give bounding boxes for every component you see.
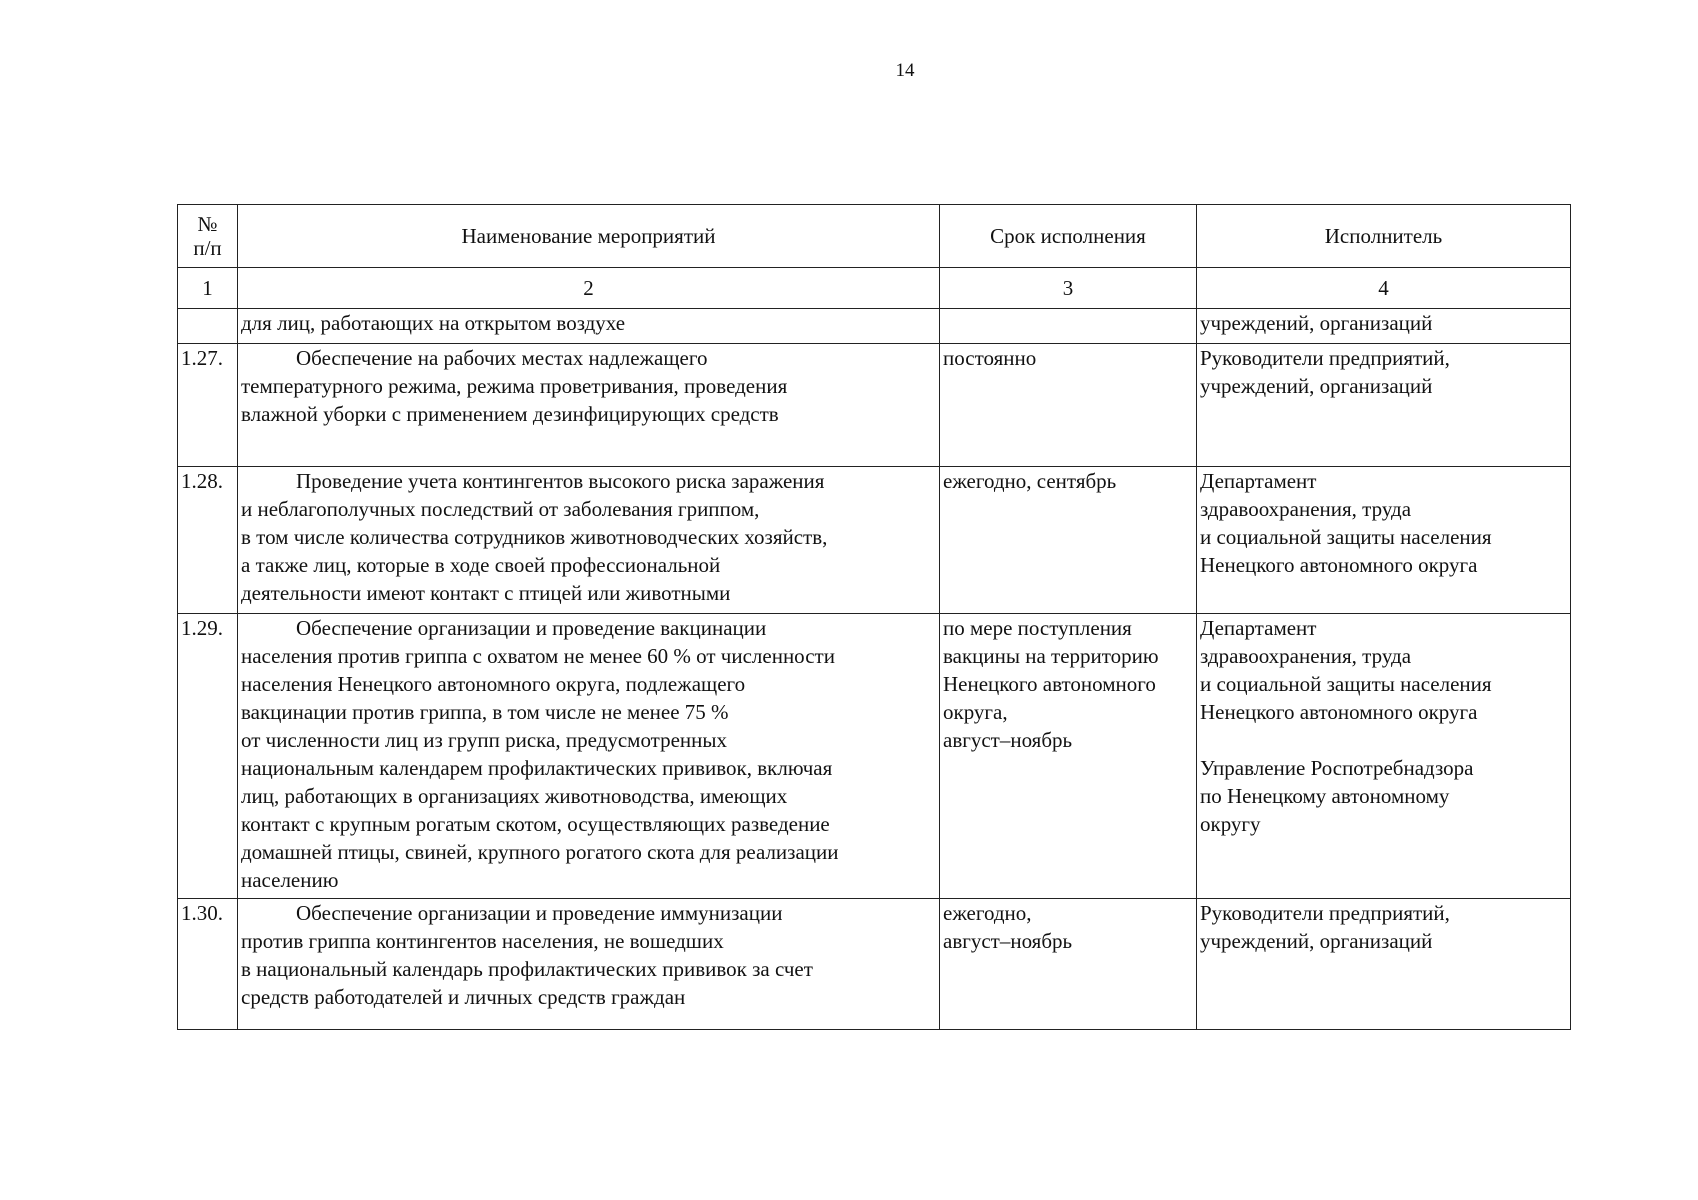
row-executor-line: Департамент bbox=[1200, 469, 1317, 493]
row-executor-line: учреждений, организаций bbox=[1200, 374, 1433, 398]
header-number-label: п/п bbox=[193, 236, 222, 260]
row-term-line: август–ноябрь bbox=[943, 929, 1073, 953]
column-number: 4 bbox=[1197, 268, 1571, 309]
row-term bbox=[940, 467, 1197, 614]
row-term-line: ежегодно, bbox=[943, 901, 1032, 925]
row-term bbox=[940, 344, 1197, 467]
row-name-line: Обеспечение организации и проведение вакцинации bbox=[296, 616, 767, 640]
row-name-line: населению bbox=[241, 868, 339, 892]
row-term-line: по мере поступления bbox=[943, 616, 1132, 640]
row-executor bbox=[1197, 899, 1571, 1030]
row-name-line: контакт с крупным рогатым скотом, осуществляющих разведение bbox=[241, 812, 830, 836]
continuation-row bbox=[178, 309, 1571, 344]
row-executor-line: Ненецкого автономного округа bbox=[1200, 700, 1478, 724]
row-executor bbox=[1197, 344, 1571, 467]
row-name-line: лиц, работающих в организациях животноводства, имеющих bbox=[241, 784, 788, 808]
row-number: 1.30. bbox=[178, 899, 238, 1030]
row-term bbox=[940, 614, 1197, 899]
row-name-line: Обеспечение на рабочих местах надлежащего bbox=[296, 346, 708, 370]
row-name-line: средств работодателей и личных средств граждан bbox=[241, 985, 686, 1009]
row-executor-line: здравоохранения, труда bbox=[1200, 644, 1412, 668]
row-name-line: вакцинации против гриппа, в том числе не менее 75 % bbox=[241, 700, 729, 724]
row-name-line: против гриппа контингентов населения, не вошедших bbox=[241, 929, 724, 953]
row-executor bbox=[1197, 614, 1571, 899]
row-executor-line: Руководители предприятий, bbox=[1200, 346, 1450, 370]
row-executor-line: и социальной защиты населения bbox=[1200, 525, 1492, 549]
row-term-line: округа, bbox=[943, 700, 1008, 724]
continuation-name: для лиц, работающих на открытом воздухе bbox=[238, 309, 940, 344]
row-executor-line: округу bbox=[1200, 812, 1261, 836]
page-number: 14 bbox=[895, 60, 915, 81]
row-name-line: Проведение учета контингентов высокого риска заражения bbox=[296, 469, 825, 493]
row-executor-line: по Ненецкому автономному bbox=[1200, 784, 1450, 808]
row-number: 1.27. bbox=[178, 344, 238, 467]
measures-table bbox=[177, 204, 1571, 1030]
continuation-executor: учреждений, организаций bbox=[1197, 309, 1571, 344]
row-term-line: август–ноябрь bbox=[943, 728, 1073, 752]
row-term-line: Ненецкого автономного bbox=[943, 672, 1156, 696]
table-row bbox=[178, 344, 1571, 467]
row-name bbox=[238, 899, 940, 1030]
row-term-line: вакцины на территорию bbox=[943, 644, 1159, 668]
row-name bbox=[238, 614, 940, 899]
row-name-line: в том числе количества сотрудников животноводческих хозяйств, bbox=[241, 525, 828, 549]
row-term-line: ежегодно, сентябрь bbox=[943, 469, 1117, 493]
row-executor-line: Департамент bbox=[1200, 616, 1317, 640]
row-executor-line: Руководители предприятий, bbox=[1200, 901, 1450, 925]
row-name-line: влажной уборки с применением дезинфицирующих средств bbox=[241, 402, 779, 426]
column-number: 3 bbox=[940, 268, 1197, 309]
row-name-line: от численности лиц из групп риска, предусмотренных bbox=[241, 728, 728, 752]
row-name-line: температурного режима, режима проветривания, проведения bbox=[241, 374, 788, 398]
row-executor-line: Ненецкого автономного округа bbox=[1200, 553, 1478, 577]
header-name: Наименование мероприятий bbox=[238, 205, 940, 268]
row-executor-line: учреждений, организаций bbox=[1200, 929, 1433, 953]
row-name-line: национальным календарем профилактических прививок, включая bbox=[241, 756, 833, 780]
row-executor-line: Управление Роспотребнадзора bbox=[1200, 756, 1474, 780]
row-name-line: населения Ненецкого автономного округа, подлежащего bbox=[241, 672, 746, 696]
row-name-line: населения против гриппа с охватом не менее 60 % от численности bbox=[241, 644, 835, 668]
row-number: 1.28. bbox=[178, 467, 238, 614]
row-term-line: постоянно bbox=[943, 346, 1037, 370]
table-header-row bbox=[178, 205, 1571, 268]
column-number: 2 bbox=[238, 268, 940, 309]
table-row bbox=[178, 614, 1571, 899]
header-executor: Исполнитель bbox=[1197, 205, 1571, 268]
continuation-num-cell bbox=[178, 309, 238, 344]
column-number: 1 bbox=[178, 268, 238, 309]
header-term: Срок исполнения bbox=[940, 205, 1197, 268]
row-name-line: и неблагополучных последствий от заболевания гриппом, bbox=[241, 497, 760, 521]
row-term bbox=[940, 899, 1197, 1030]
column-numbers-row bbox=[178, 268, 1571, 309]
continuation-term-cell bbox=[940, 309, 1197, 344]
header-number bbox=[178, 205, 238, 268]
row-name bbox=[238, 344, 940, 467]
row-number: 1.29. bbox=[178, 614, 238, 899]
table-row bbox=[178, 899, 1571, 1030]
row-name-line: деятельности имеют контакт с птицей или животными bbox=[241, 581, 731, 605]
row-name-line: в национальный календарь профилактических прививок за счет bbox=[241, 957, 813, 981]
executor-spacer bbox=[1200, 726, 1567, 754]
row-name-line: а также лиц, которые в ходе своей профессиональной bbox=[241, 553, 721, 577]
header-number-symbol: № bbox=[197, 212, 218, 236]
row-executor bbox=[1197, 467, 1571, 614]
row-name-line: домашней птицы, свиней, крупного рогатого скота для реализации bbox=[241, 840, 839, 864]
row-name-line: Обеспечение организации и проведение иммунизации bbox=[296, 901, 783, 925]
row-executor-line: и социальной защиты населения bbox=[1200, 672, 1492, 696]
row-executor-line: здравоохранения, труда bbox=[1200, 497, 1412, 521]
table-row bbox=[178, 467, 1571, 614]
row-name bbox=[238, 467, 940, 614]
